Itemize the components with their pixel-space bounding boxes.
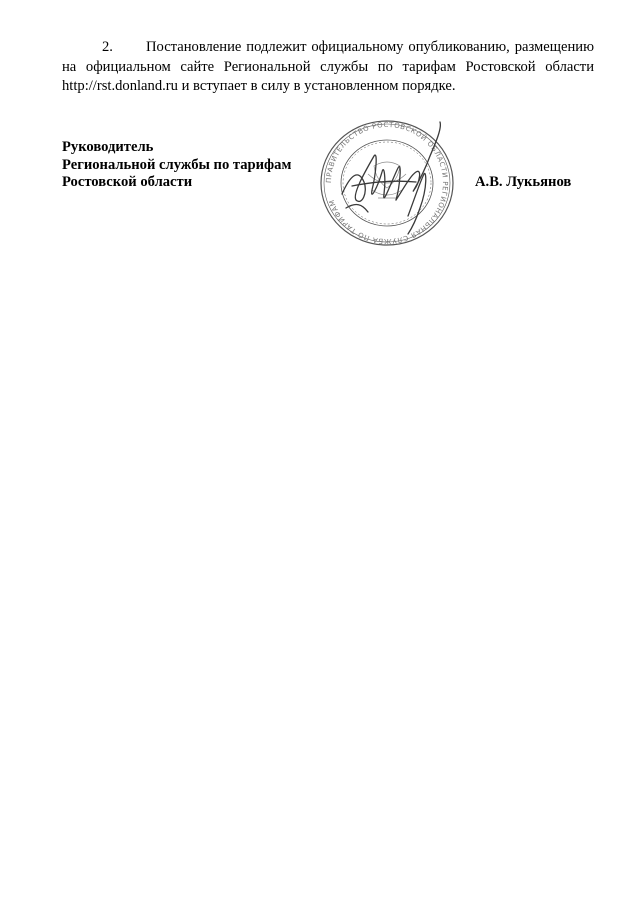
publication-paragraph <box>62 38 594 97</box>
signatory-title-line-2: Региональной службы по тарифам <box>62 156 292 173</box>
signatory-title-line-3: Ростовской области <box>62 174 193 190</box>
official-seal-with-signature <box>312 116 462 250</box>
signatory-title-line-1: Руководитель <box>62 139 154 155</box>
paragraph-text: Постановление подлежит официальному опубликованию, размещению на официальном сайте Региональной службы по тарифам Ростовской области http://rst.donland.ru и вступает в силу в установленном порядке. <box>62 39 594 95</box>
signatory-title <box>62 139 291 192</box>
signer-name: А.В. Лукьянов <box>475 174 572 190</box>
seal-ring-text: ПРАВИТЕЛЬСТВО РОСТОВСКОЙ ОБЛАСТИ РЕГИОНАЛЬНАЯ СЛУЖБА ПО ТАРИФАМ <box>324 120 450 246</box>
paragraph-number: 2. <box>102 39 113 55</box>
